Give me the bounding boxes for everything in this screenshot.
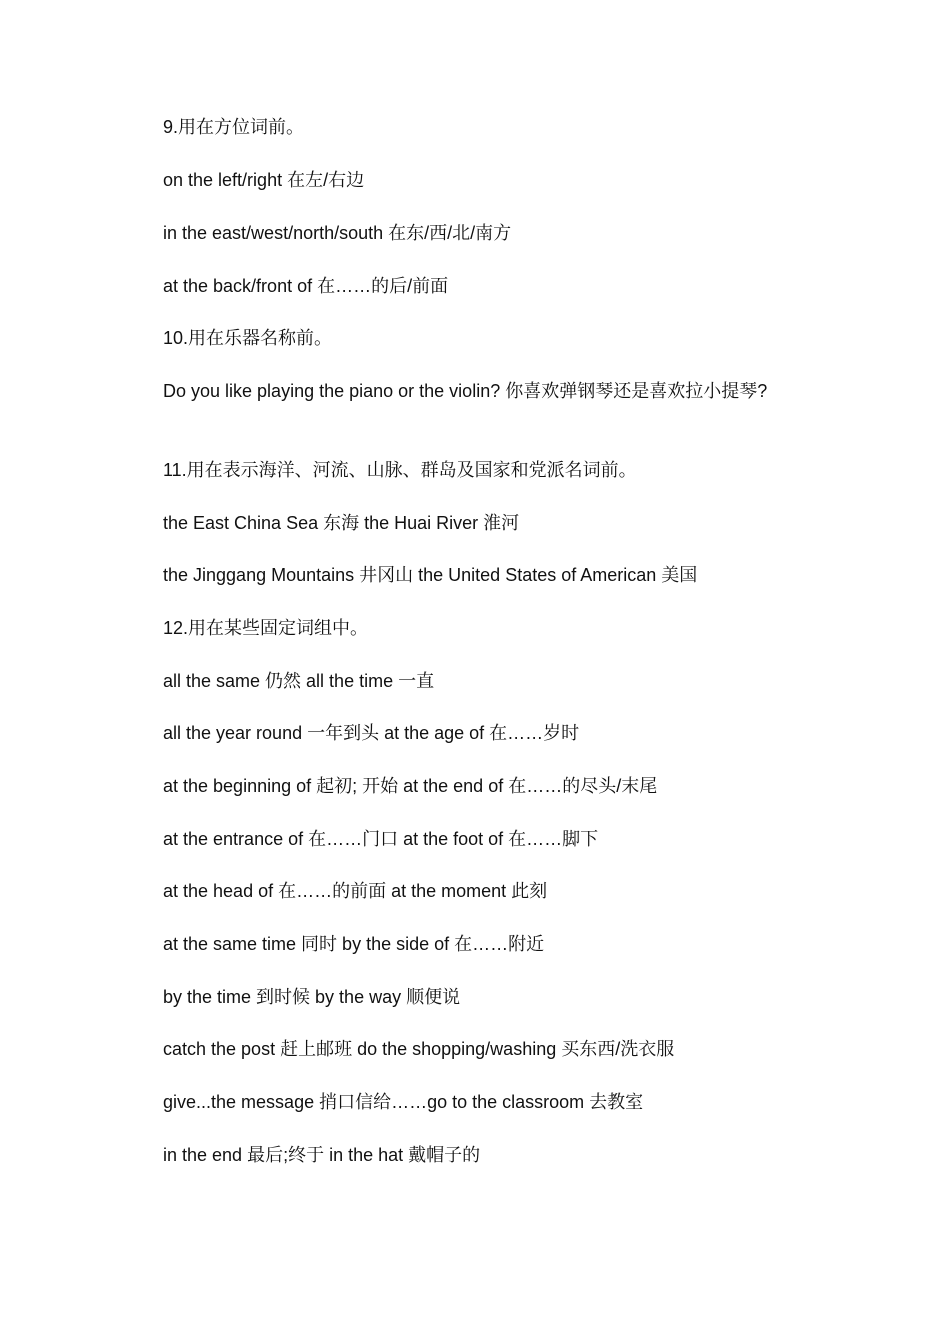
phrase-line: in the end 最后;终于 in the hat 戴帽子的 bbox=[163, 1145, 481, 1165]
phrase-line: catch the post 赶上邮班 do the shopping/washing 买东西/洗衣服 bbox=[163, 1039, 675, 1059]
phrase-line: at the head of 在……的前面 at the moment 此刻 bbox=[163, 881, 548, 901]
phrase-line: by the time 到时候 by the way 顺便说 bbox=[163, 987, 461, 1007]
phrase-line: at the beginning of 起初; 开始 at the end of 在……的尽头/末尾 bbox=[163, 776, 658, 796]
example-line: in the east/west/north/south 在东/西/北/南方 bbox=[163, 223, 512, 243]
example-line: at the back/front of 在……的后/前面 bbox=[163, 276, 449, 296]
example-line: the East China Sea 东海 the Huai River 淮河 bbox=[163, 513, 520, 533]
phrase-line: give...the message 捎口信给……go to the classroom 去教室 bbox=[163, 1092, 644, 1112]
example-line: on the left/right 在左/右边 bbox=[163, 170, 365, 190]
section-heading-9: 9.用在方位词前。 bbox=[163, 117, 305, 137]
section-heading-12: 12.用在某些固定词组中。 bbox=[163, 618, 369, 638]
example-sentence: Do you like playing the piano or the violin? 你喜欢弹钢琴还是喜欢拉小提琴? bbox=[163, 381, 768, 401]
phrase-line: all the year round 一年到头 at the age of 在……岁时 bbox=[163, 723, 580, 743]
phrase-line: all the same 仍然 all the time 一直 bbox=[163, 671, 435, 691]
example-line: the Jinggang Mountains 井冈山 the United States of American 美国 bbox=[163, 565, 698, 585]
section-heading-11: 11.用在表示海洋、河流、山脉、群岛及国家和党派名词前。 bbox=[163, 460, 637, 480]
section-heading-10: 10.用在乐器名称前。 bbox=[163, 328, 333, 348]
phrase-line: at the same time 同时 by the side of 在……附近 bbox=[163, 934, 545, 954]
phrase-line: at the entrance of 在……门口 at the foot of 在……脚下 bbox=[163, 829, 599, 849]
